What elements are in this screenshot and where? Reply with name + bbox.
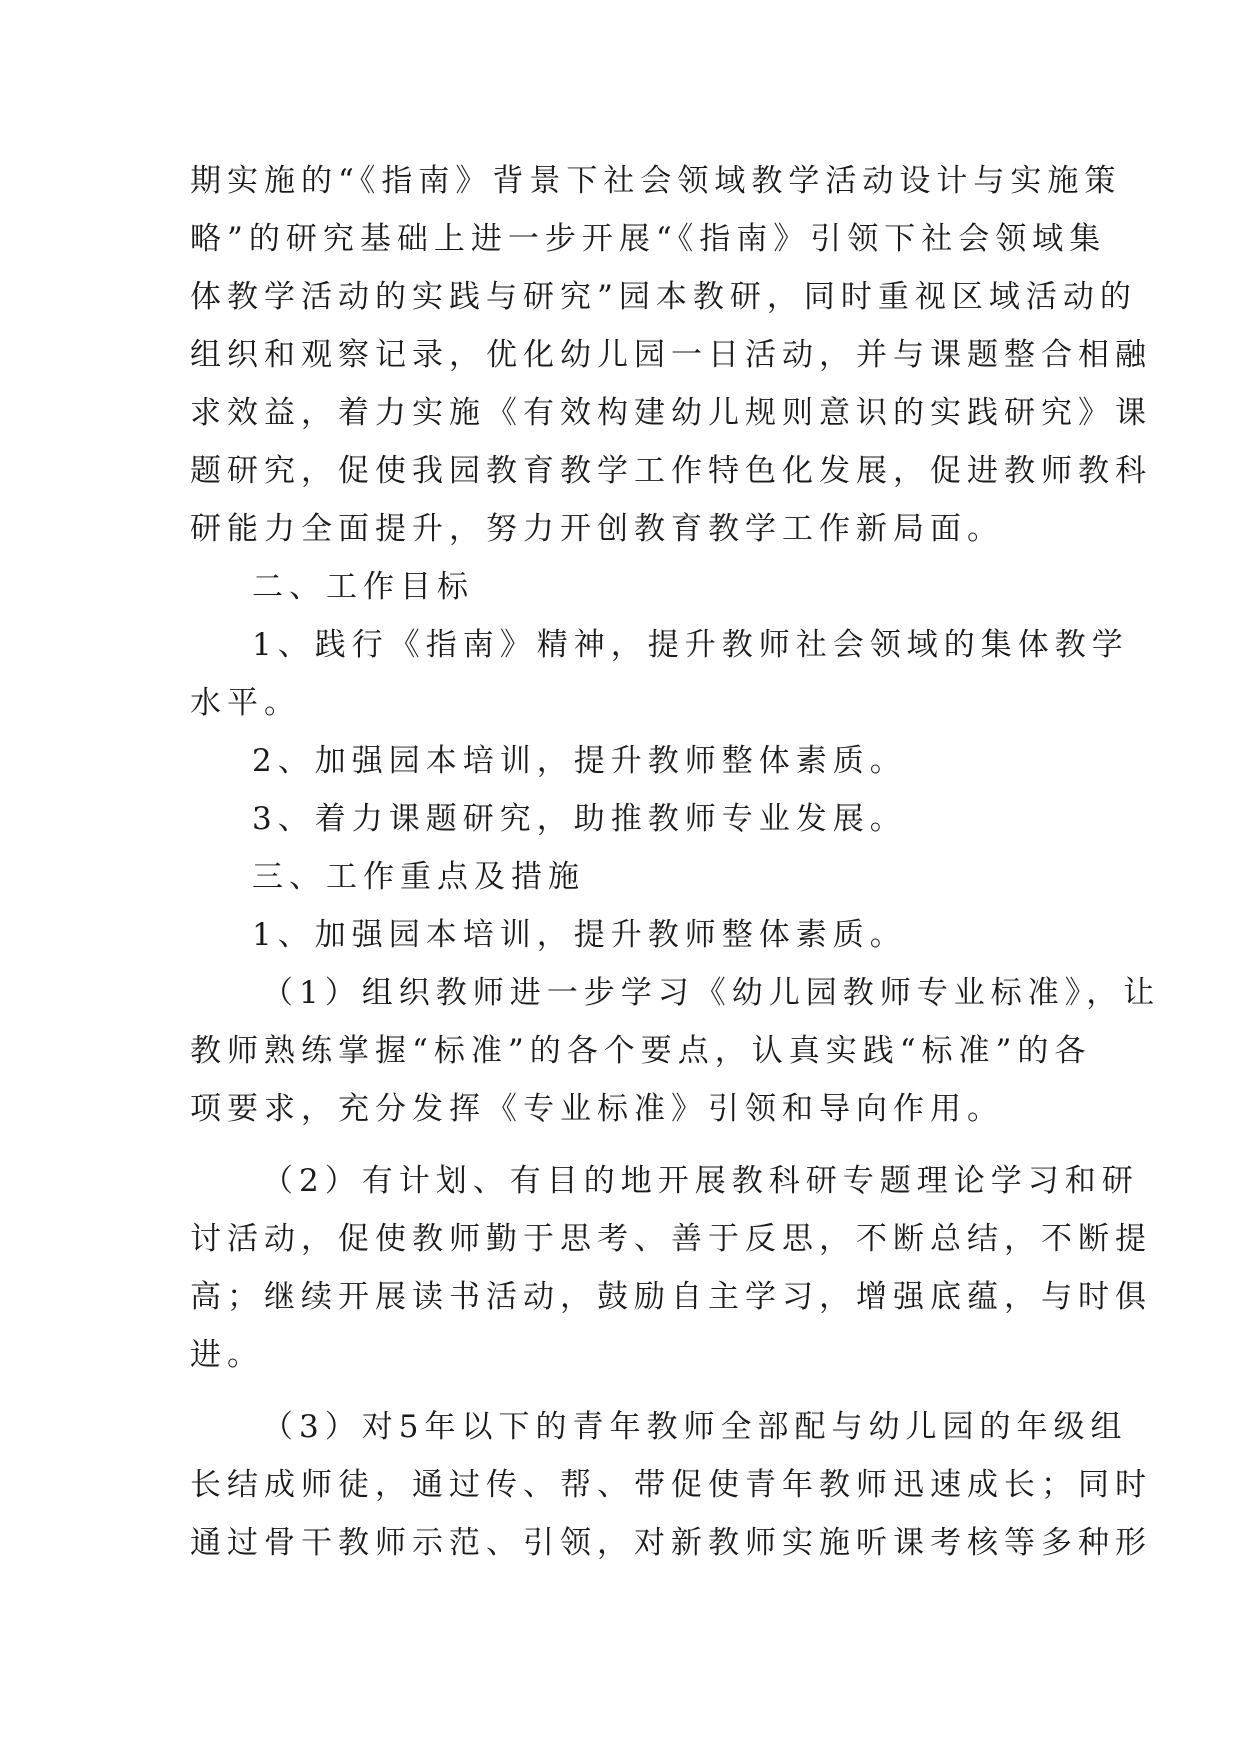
paragraph-line: 研能力全面提升，努力开创教育教学工作新局面。 bbox=[190, 511, 1004, 547]
measure-item: （2）有计划、有目的地开展教科研专题理论学习和研 bbox=[262, 1163, 1139, 1199]
paragraph-line: 组织和观察记录，优化幼儿园一日活动，并与课题整合相融 bbox=[190, 337, 1152, 373]
goal-item: 3、着力课题研究，助推教师专业发展。 bbox=[252, 801, 907, 837]
paragraph-line: 略”的研究基础上进一步开展“《指南》引领下社会领域集 bbox=[190, 221, 1107, 257]
paragraph-line: 体教学活动的实践与研究”园本教研，同时重视区域活动的 bbox=[190, 279, 1137, 315]
goal-item: 1、践行《指南》精神，提升教师社会领域的集体教学 bbox=[252, 627, 1129, 663]
measure-item: （1）组织教师进一步学习《幼儿园教师专业标准》，让 bbox=[262, 975, 1161, 1011]
paragraph-line: 题研究，促使我园教育教学工作特色化发展，促进教师教科 bbox=[190, 453, 1152, 489]
goal-item-continuation: 水平。 bbox=[190, 685, 301, 721]
subsection-heading: 1、加强园本培训，提升教师整体素质。 bbox=[252, 917, 907, 953]
measure-item-line: 长结成师徒，通过传、帮、带促使青年教师迅速成长；同时 bbox=[190, 1467, 1152, 1503]
measure-item-line: 讨活动，促使教师勤于思考、善于反思，不断总结，不断提 bbox=[190, 1221, 1152, 1257]
measure-item: （3）对5年以下的青年教师全部配与幼儿园的年级组 bbox=[262, 1409, 1128, 1445]
measure-item-line: 高；继续开展读书活动，鼓励自主学习，增强底蕴，与时俱 bbox=[190, 1279, 1152, 1315]
section-heading: 二、工作目标 bbox=[252, 569, 474, 605]
measure-item-line: 通过骨干教师示范、引领，对新教师实施听课考核等多种形 bbox=[190, 1525, 1152, 1561]
measure-item-line: 项要求，充分发挥《专业标准》引领和导向作用。 bbox=[190, 1091, 1004, 1127]
measure-item-line: 进。 bbox=[190, 1337, 264, 1373]
paragraph-line: 求效益，着力实施《有效构建幼儿规则意识的实践研究》课 bbox=[190, 395, 1152, 431]
document-body bbox=[190, 152, 1161, 1572]
section-heading: 三、工作重点及措施 bbox=[252, 859, 585, 895]
goal-item: 2、加强园本培训，提升教师整体素质。 bbox=[252, 743, 907, 779]
paragraph-line: 期实施的“《指南》背景下社会领域教学活动设计与实施策 bbox=[190, 163, 1122, 199]
measure-item-line: 教师熟练掌握“标准”的各个要点，认真实践“标准”的各 bbox=[190, 1033, 1092, 1069]
